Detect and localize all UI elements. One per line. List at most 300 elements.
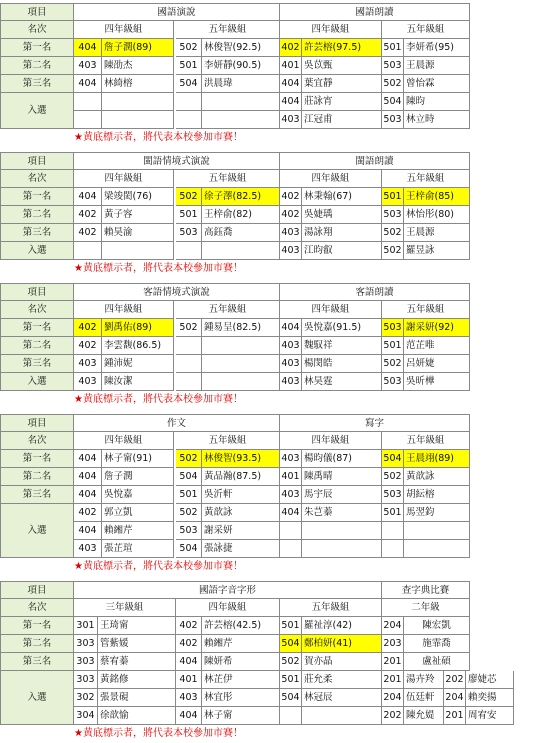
item-label: 項目 — [0, 283, 74, 301]
student-name: 謝采妍 — [202, 522, 280, 540]
table-row — [0, 450, 550, 468]
student-name: 林俊智(93.5) — [202, 450, 280, 468]
table-row — [0, 653, 550, 671]
student-name: 王晨源 — [404, 224, 470, 242]
table-row — [0, 111, 550, 129]
class-number: 203 — [382, 635, 404, 653]
class-number: 504 — [382, 93, 404, 111]
student-name: 張詠捷 — [202, 540, 280, 558]
student-name: 陳汝潔 — [102, 373, 174, 391]
student-name: 林立時 — [404, 111, 470, 129]
student-name: 陳妍希 — [202, 653, 280, 671]
student-name: 劉禹佑(89) — [102, 319, 174, 337]
class-number: 401 — [280, 57, 302, 75]
class-number: 404 — [176, 653, 202, 671]
rank-cell: 第一名 — [0, 450, 74, 468]
student-name: 胡紜榕 — [404, 486, 470, 504]
student-name: 黃銘修 — [98, 671, 176, 689]
group-label: 五年級組 — [280, 599, 382, 617]
class-number — [74, 93, 102, 111]
student-name: 林秉翰(67) — [302, 188, 382, 206]
table-row — [0, 689, 550, 707]
rank-cell: 第三名 — [0, 486, 74, 504]
class-number: 403 — [74, 355, 102, 373]
class-number: 404 — [74, 450, 102, 468]
class-number: 204 — [444, 689, 466, 707]
student-name: 陳昀 — [404, 93, 470, 111]
student-name: 馬翌鈞 — [404, 504, 470, 522]
class-number: 504 — [280, 635, 302, 653]
announcement-note: ★黄底標示者，將代表本校參加市賽！ — [74, 728, 243, 739]
class-number: 403 — [280, 450, 302, 468]
student-name — [202, 111, 280, 129]
item-label: 項目 — [0, 3, 74, 21]
table-row — [0, 540, 550, 558]
section-group-row — [0, 432, 550, 450]
group-label: 四年級組 — [74, 21, 174, 39]
student-name: 魏馭祥 — [302, 337, 382, 355]
class-number: 502 — [382, 75, 404, 93]
class-number: 501 — [382, 504, 404, 522]
student-name: 吳悅嘉 — [102, 486, 174, 504]
section-header-row — [0, 414, 550, 432]
class-number: 502 — [382, 355, 404, 373]
section-group-row — [0, 170, 550, 188]
class-number: 504 — [280, 689, 302, 707]
group-label: 二年級 — [382, 599, 470, 617]
table-row — [0, 206, 550, 224]
class-number: 502 — [176, 319, 202, 337]
rank-cell-selected: 入選 — [0, 504, 74, 558]
table-row — [0, 337, 550, 355]
student-name: 賴昊渝 — [102, 224, 174, 242]
student-name: 林怡彤(80) — [404, 206, 470, 224]
rank-label: 名次 — [0, 21, 74, 39]
class-number: 402 — [280, 188, 302, 206]
class-number: 303 — [74, 671, 98, 689]
class-number: 504 — [176, 540, 202, 558]
table-row — [0, 522, 550, 540]
table-row — [0, 671, 550, 689]
class-number: 503 — [382, 319, 404, 337]
class-number: 502 — [382, 242, 404, 260]
student-name: 湯詠翔 — [302, 224, 382, 242]
group-label: 四年級組 — [74, 170, 174, 188]
student-name: 許芸榕(97.5) — [302, 39, 382, 57]
student-name: 盧祉碩 — [404, 653, 470, 671]
class-number: 502 — [176, 39, 202, 57]
table-row — [0, 224, 550, 242]
class-number: 404 — [280, 75, 302, 93]
student-name: 許芸榕(42.5) — [202, 617, 280, 635]
student-name: 高鈺喬 — [202, 224, 280, 242]
student-name: 江冠甫 — [302, 111, 382, 129]
student-name — [302, 540, 382, 558]
class-number: 403 — [176, 689, 202, 707]
student-name: 吳苡甄 — [302, 57, 382, 75]
table-row — [0, 617, 550, 635]
rank-cell: 第一名 — [0, 39, 74, 57]
class-number — [74, 111, 102, 129]
student-name: 郭立凱 — [102, 504, 174, 522]
rank-cell-selected: 入選 — [0, 671, 74, 725]
student-name — [102, 93, 174, 111]
class-number: 502 — [176, 188, 202, 206]
class-number: 502 — [176, 504, 202, 522]
rank-cell: 第三名 — [0, 75, 74, 93]
class-number: 403 — [280, 111, 302, 129]
student-name: 謝采妍(92) — [404, 319, 470, 337]
class-number: 301 — [74, 617, 98, 635]
group-label: 四年級組 — [74, 432, 174, 450]
table-row — [0, 319, 550, 337]
student-name: 馬宇辰 — [302, 486, 382, 504]
section-group-row — [0, 301, 550, 319]
student-name: 湯卉羚 — [404, 671, 444, 689]
student-name: 羅昱詠 — [404, 242, 470, 260]
student-name: 吳婕瑀 — [302, 206, 382, 224]
rank-label: 名次 — [0, 301, 74, 319]
class-number: 404 — [74, 39, 102, 57]
student-name — [404, 540, 470, 558]
announcement-note: ★黄底標示者，將代表本校參加市賽！ — [74, 561, 243, 572]
section-header-row — [0, 581, 550, 599]
section-group-row — [0, 599, 550, 617]
class-number — [176, 242, 202, 260]
item-label: 項目 — [0, 152, 74, 170]
class-number: 204 — [382, 689, 404, 707]
student-name: 林宜彤 — [202, 689, 280, 707]
table-row — [0, 188, 550, 206]
class-number: 404 — [74, 188, 102, 206]
class-number: 303 — [74, 635, 98, 653]
student-name: 陳禹晴 — [302, 468, 382, 486]
class-number: 503 — [176, 522, 202, 540]
student-name: 廖婕芯 — [466, 671, 514, 689]
class-number — [74, 242, 102, 260]
competition-title: 作文 — [74, 414, 280, 432]
class-number: 403 — [74, 540, 102, 558]
class-number — [280, 540, 302, 558]
class-number: 402 — [74, 337, 102, 355]
class-number: 403 — [280, 224, 302, 242]
student-name: 黃品瀚(87.5) — [202, 468, 280, 486]
student-name: 王琦甯 — [98, 617, 176, 635]
student-name: 徐歆愉 — [98, 707, 176, 725]
rank-cell: 第二名 — [0, 337, 74, 355]
class-number: 501 — [382, 337, 404, 355]
class-number: 403 — [74, 373, 102, 391]
student-name: 陳劭杰 — [102, 57, 174, 75]
student-name — [404, 522, 470, 540]
class-number: 503 — [382, 206, 404, 224]
class-number: 502 — [280, 653, 302, 671]
competition-title: 國語字音字形 — [74, 581, 382, 599]
table-row — [0, 373, 550, 391]
student-name: 賴緗芹 — [202, 635, 280, 653]
student-name: 賴奕揚 — [466, 689, 514, 707]
student-name: 鄭柏妍(41) — [302, 635, 382, 653]
class-number — [382, 540, 404, 558]
class-number — [176, 111, 202, 129]
student-name: 王晨源 — [404, 57, 470, 75]
table-row — [0, 635, 550, 653]
student-name: 江昀叡 — [302, 242, 382, 260]
class-number: 403 — [280, 486, 302, 504]
student-name — [202, 93, 280, 111]
group-label: 五年級組 — [382, 301, 470, 319]
student-name: 詹子潤(89) — [102, 39, 174, 57]
section-header-row — [0, 3, 550, 21]
student-name: 王梓俞(82) — [202, 206, 280, 224]
group-label: 五年級組 — [176, 170, 280, 188]
class-number: 201 — [382, 653, 404, 671]
student-name: 洪晨瑋 — [202, 75, 280, 93]
class-number — [280, 522, 302, 540]
group-label: 四年級組 — [280, 432, 382, 450]
class-number — [280, 707, 302, 725]
class-number: 404 — [74, 486, 102, 504]
class-number: 402 — [74, 224, 102, 242]
student-name: 賀亦晶 — [302, 653, 382, 671]
student-name: 鍾沛妮 — [102, 355, 174, 373]
student-name: 梁竣閎(76) — [102, 188, 174, 206]
student-name: 莊詠宵 — [302, 93, 382, 111]
class-number: 504 — [176, 75, 202, 93]
class-number: 503 — [382, 111, 404, 129]
class-number: 304 — [74, 707, 98, 725]
class-number: 404 — [74, 522, 102, 540]
student-name: 林子甯 — [202, 707, 280, 725]
student-name: 黃歆詠 — [202, 504, 280, 522]
student-name: 李妍希(95) — [404, 39, 470, 57]
rank-label: 名次 — [0, 599, 74, 617]
class-number: 501 — [176, 206, 202, 224]
class-number: 504 — [176, 468, 202, 486]
rank-cell: 第一名 — [0, 617, 74, 635]
student-name: 黃子容 — [102, 206, 174, 224]
class-number: 404 — [176, 707, 202, 725]
student-name: 葉宜靜 — [302, 75, 382, 93]
class-number: 404 — [280, 319, 302, 337]
class-number: 204 — [382, 617, 404, 635]
announcement-note: ★黄底標示者，將代表本校參加市賽！ — [74, 132, 243, 143]
competition-title: 寫字 — [280, 414, 470, 432]
class-number: 501 — [280, 617, 302, 635]
class-number: 503 — [176, 224, 202, 242]
group-label: 四年級組 — [280, 301, 382, 319]
student-name: 賴緗芹 — [102, 522, 174, 540]
announcement-note: ★黄底標示者，將代表本校參加市賽！ — [74, 394, 243, 405]
table-row — [0, 355, 550, 373]
competition-title: 國語演說 — [74, 3, 280, 21]
class-number: 501 — [176, 57, 202, 75]
class-number — [176, 93, 202, 111]
student-name: 王晨翊(89) — [404, 450, 470, 468]
item-label: 項目 — [0, 414, 74, 432]
rank-cell: 第一名 — [0, 188, 74, 206]
class-number: 402 — [280, 39, 302, 57]
class-number: 402 — [176, 635, 202, 653]
competition-title: 客語情境式演說 — [74, 283, 280, 301]
class-number: 404 — [280, 504, 302, 522]
class-number: 402 — [74, 206, 102, 224]
group-label: 五年級組 — [382, 432, 470, 450]
student-name: 陳宏凱 — [404, 617, 470, 635]
class-number: 504 — [382, 450, 404, 468]
table-row — [0, 504, 550, 522]
announcement-note: ★黄底標示者，將代表本校參加市賽！ — [74, 263, 243, 274]
class-number: 403 — [280, 337, 302, 355]
competition-title: 國語朗讀 — [280, 3, 470, 21]
rank-cell: 第二名 — [0, 635, 74, 653]
student-name — [102, 242, 174, 260]
student-name: 管紫媛 — [98, 635, 176, 653]
class-number: 402 — [74, 319, 102, 337]
class-number: 404 — [280, 93, 302, 111]
class-number: 202 — [444, 671, 466, 689]
table-row — [0, 39, 550, 57]
student-name: 林俊智(92.5) — [202, 39, 280, 57]
group-label: 五年級組 — [176, 432, 280, 450]
rank-cell: 第三名 — [0, 355, 74, 373]
class-number: 402 — [74, 504, 102, 522]
student-name: 吳昕樺 — [404, 373, 470, 391]
competition-title: 閩語朗讀 — [280, 152, 470, 170]
student-name: 蔡宥蓁 — [98, 653, 176, 671]
student-name: 吳悅嘉(91.5) — [302, 319, 382, 337]
rank-cell-selected: 入選 — [0, 373, 74, 391]
class-number: 201 — [382, 671, 404, 689]
item-label: 項目 — [0, 581, 74, 599]
student-name — [202, 373, 280, 391]
student-name: 楊昀儀(87) — [302, 450, 382, 468]
group-label: 五年級組 — [382, 170, 470, 188]
competition-title: 客語朗讀 — [280, 283, 470, 301]
class-number: 502 — [382, 224, 404, 242]
student-name: 施霏喬 — [404, 635, 470, 653]
class-number: 403 — [280, 242, 302, 260]
student-name: 吳沂軒 — [202, 486, 280, 504]
student-name: 羅祉淳(42) — [302, 617, 382, 635]
student-name — [202, 337, 280, 355]
class-number: 201 — [444, 707, 466, 725]
student-name: 林綺榕 — [102, 75, 174, 93]
group-label: 四年級組 — [74, 301, 174, 319]
class-number: 503 — [382, 486, 404, 504]
rank-cell-selected: 入選 — [0, 242, 74, 260]
class-number: 302 — [74, 689, 98, 707]
class-number: 502 — [382, 468, 404, 486]
student-name: 林子甯(91) — [102, 450, 174, 468]
group-label: 四年級組 — [280, 170, 382, 188]
class-number: 501 — [280, 671, 302, 689]
class-number: 501 — [382, 188, 404, 206]
student-name: 林芷伊 — [202, 671, 280, 689]
class-number: 202 — [382, 707, 404, 725]
class-number: 503 — [382, 373, 404, 391]
student-name: 楊閔皓 — [302, 355, 382, 373]
class-number: 404 — [74, 75, 102, 93]
table-row — [0, 93, 550, 111]
rank-label: 名次 — [0, 432, 74, 450]
class-number: 401 — [280, 468, 302, 486]
group-label: 四年級組 — [280, 21, 382, 39]
group-label: 三年級組 — [74, 599, 176, 617]
student-name — [102, 111, 174, 129]
rank-cell: 第二名 — [0, 206, 74, 224]
student-name: 莊允柔 — [302, 671, 382, 689]
student-name: 朱芑蓁 — [302, 504, 382, 522]
group-label: 五年級組 — [176, 21, 280, 39]
section-group-row — [0, 21, 550, 39]
student-name: 詹子潤 — [102, 468, 174, 486]
class-number: 303 — [74, 653, 98, 671]
class-number: 501 — [176, 486, 202, 504]
class-number: 402 — [280, 206, 302, 224]
student-name: 黃歆詠 — [404, 468, 470, 486]
section-header-row — [0, 152, 550, 170]
table-row — [0, 57, 550, 75]
table-row — [0, 468, 550, 486]
class-number — [176, 373, 202, 391]
class-number — [176, 337, 202, 355]
student-name — [202, 242, 280, 260]
competition-title: 查字典比賽 — [382, 581, 470, 599]
student-name: 徐子澤(82.5) — [202, 188, 280, 206]
student-name: 曾怡霖 — [404, 75, 470, 93]
class-number: 403 — [280, 373, 302, 391]
table-row — [0, 75, 550, 93]
class-number: 503 — [382, 57, 404, 75]
class-number — [176, 355, 202, 373]
rank-cell: 第二名 — [0, 57, 74, 75]
student-name — [202, 355, 280, 373]
student-name: 呂妍婕 — [404, 355, 470, 373]
student-name: 李雲馥(86.5) — [102, 337, 174, 355]
section-header-row — [0, 283, 550, 301]
rank-label: 名次 — [0, 170, 74, 188]
competition-title: 閩語情境式演說 — [74, 152, 280, 170]
student-name: 張景硯 — [98, 689, 176, 707]
class-number: 403 — [280, 355, 302, 373]
student-name: 林冠辰 — [302, 689, 382, 707]
student-name: 周宥安 — [466, 707, 514, 725]
rank-cell: 第三名 — [0, 653, 74, 671]
student-name: 李妍靜(90.5) — [202, 57, 280, 75]
table-row — [0, 242, 550, 260]
student-name: 陳允媞 — [404, 707, 444, 725]
class-number: 402 — [176, 617, 202, 635]
class-number: 501 — [382, 39, 404, 57]
student-name: 張芷瑄 — [102, 540, 174, 558]
rank-cell: 第三名 — [0, 224, 74, 242]
student-name: 林昊霆 — [302, 373, 382, 391]
group-label: 四年級組 — [176, 599, 280, 617]
rank-cell: 第二名 — [0, 468, 74, 486]
class-number: 401 — [176, 671, 202, 689]
class-number: 403 — [74, 57, 102, 75]
student-name — [302, 707, 382, 725]
class-number: 404 — [74, 468, 102, 486]
group-label: 五年級組 — [382, 21, 470, 39]
student-name: 鍾易呈(82.5) — [202, 319, 280, 337]
rank-cell: 第一名 — [0, 319, 74, 337]
table-row — [0, 486, 550, 504]
class-number: 502 — [176, 450, 202, 468]
rank-cell-selected: 入選 — [0, 93, 74, 129]
student-name: 范芷唯 — [404, 337, 470, 355]
